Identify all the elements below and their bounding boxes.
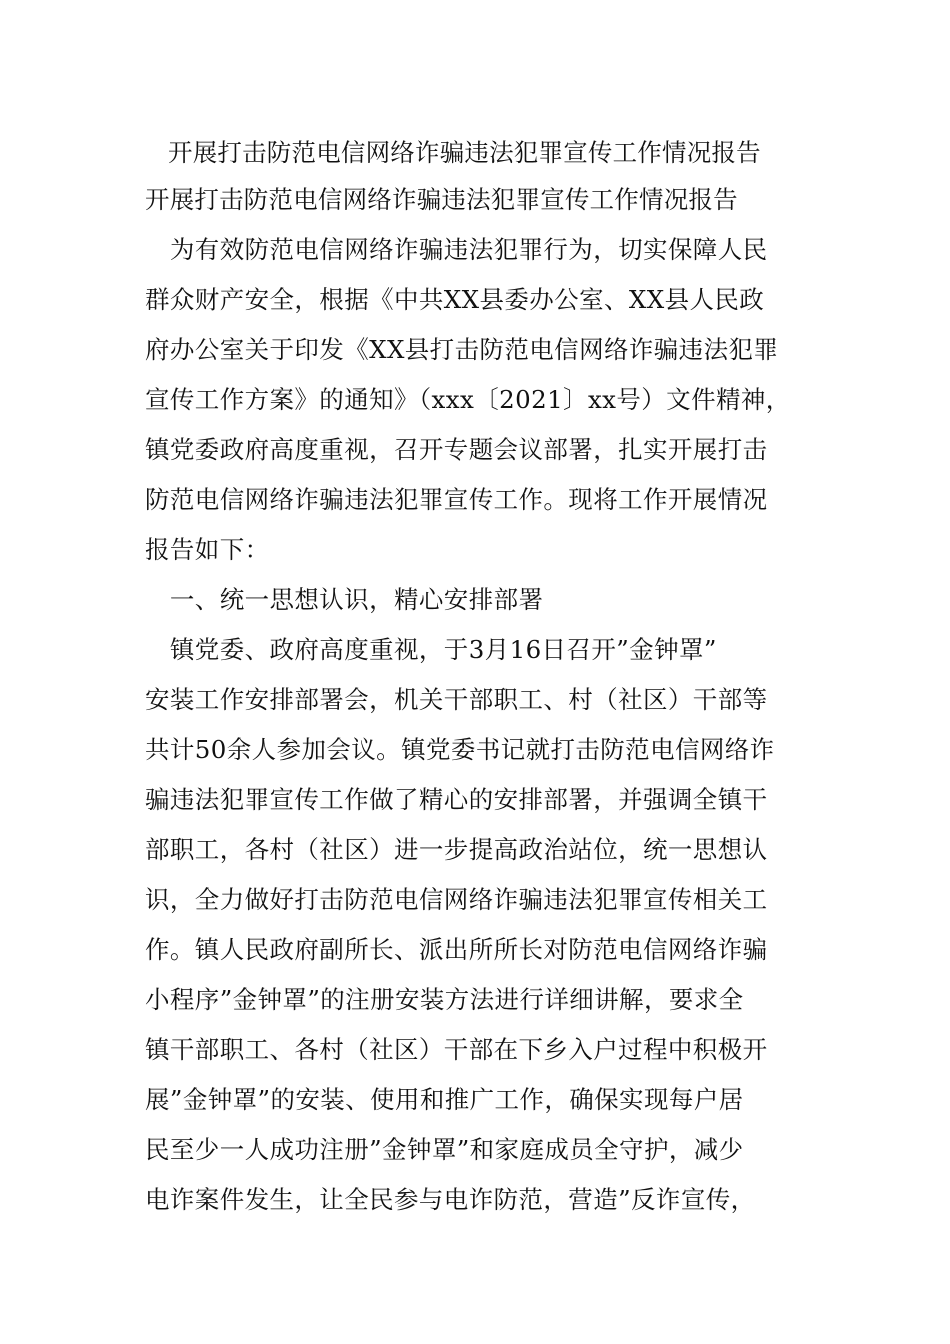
paragraph-line: 宣传工作方案》的通知》（xxx〔2021〕xx号）文件精神，: [145, 385, 791, 414]
paragraph-line: 群众财产安全，根据《中共XX县委办公室、XX县人民政: [145, 285, 765, 314]
paragraph-line: 镇党委、政府高度重视，于3月16日召开”金钟罩”: [145, 635, 717, 664]
paragraph-line: 报告如下：: [145, 535, 270, 564]
paragraph-line: 小程序”金钟罩”的注册安装方法进行详细讲解，要求全: [145, 985, 744, 1014]
paragraph-line: 防范电信网络诈骗违法犯罪宣传工作。现将工作开展情况: [145, 485, 768, 514]
paragraph-line: 民至少一人成功注册”金钟罩”和家庭成员全守护，减少: [145, 1135, 744, 1164]
document-subtitle: 开展打击防范电信网络诈骗违法犯罪宣传工作情况报告: [145, 185, 738, 214]
paragraph-line: 作。镇人民政府副所长、派出所所长对防范电信网络诈骗: [145, 935, 768, 964]
paragraph-line: 识，全力做好打击防范电信网络诈骗违法犯罪宣传相关工: [145, 885, 768, 914]
paragraph-line: 骗违法犯罪宣传工作做了精心的安排部署，并强调全镇干: [145, 785, 768, 814]
paragraph-line: 部职工，各村（社区）进一步提高政治站位，统一思想认: [145, 835, 768, 864]
paragraph-line: 电诈案件发生，让全民参与电诈防范，营造”反诈宣传，: [145, 1185, 756, 1214]
document-title: 开展打击防范电信网络诈骗违法犯罪宣传工作情况报告: [168, 138, 761, 167]
section-heading: 一、统一思想认识，精心安排部署: [145, 585, 544, 614]
paragraph-line: 为有效防范电信网络诈骗违法犯罪行为，切实保障人民: [145, 235, 768, 264]
paragraph-line: 府办公室关于印发《XX县打击防范电信网络诈骗违法犯罪: [145, 335, 779, 364]
paragraph-line: 镇干部职工、各村（社区）干部在下乡入户过程中积极开: [145, 1035, 768, 1064]
paragraph-line: 展”金钟罩”的安装、使用和推广工作，确保实现每户居: [145, 1085, 744, 1114]
paragraph-line: 镇党委政府高度重视，召开专题会议部署，扎实开展打击: [145, 435, 768, 464]
paragraph-line: 安装工作安排部署会，机关干部职工、村（社区）干部等: [145, 685, 768, 714]
paragraph-line: 共计50余人参加会议。镇党委书记就打击防范电信网络诈: [145, 735, 775, 764]
